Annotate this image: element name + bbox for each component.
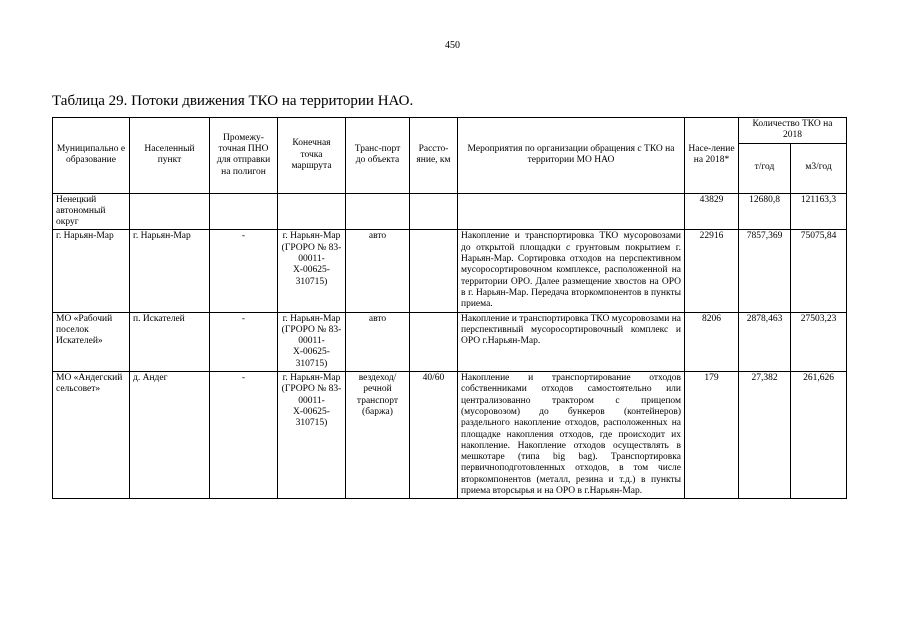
cell-tons-per-year: 7857,369 [739, 230, 791, 312]
header-m3-per-year: м3/год [791, 143, 847, 193]
header-population: Насе-ление на 2018* [685, 118, 739, 194]
cell-final-point: г. Нарьян-Мар (ГРОРО № 83-00011-Х-00625-310715) [278, 312, 346, 371]
cell-population: 22916 [685, 230, 739, 312]
cell-final-point [278, 193, 346, 230]
header-final-point: Конечная точка маршрута [278, 118, 346, 194]
cell-m3-per-year: 75075,84 [791, 230, 847, 312]
cell-tons-per-year: 2878,463 [739, 312, 791, 371]
cell-final-point: г. Нарьян-Мар (ГРОРО № 83-00011-Х-00625-310715) [278, 230, 346, 312]
cell-municipality: МО «Андегский сельсовет» [53, 372, 130, 499]
cell-intermediate-point [210, 193, 278, 230]
cell-settlement: г. Нарьян-Мар [130, 230, 210, 312]
cell-intermediate-point: - [210, 230, 278, 312]
cell-distance [410, 230, 458, 312]
cell-distance [410, 312, 458, 371]
header-municipality: Муниципально е образование [53, 118, 130, 194]
table-row-andeg [53, 372, 847, 499]
header-transport: Транс-порт до объекта [346, 118, 410, 194]
cell-intermediate-point: - [210, 312, 278, 371]
table-row-iskateley [53, 312, 847, 371]
cell-measures: Накопление и транспортирование отходов собственниками отходов самостоятельно или централизованно трактором с прицепом (мусоровозом) до бункеров (контейнеров) раздельного накопление отходов, расположенных на площадке накопления отходов, где происходит их накопление. Накопление отходов осуществлять в мешкотаре (типа big bag). Транспортировка первичноподготовленных отходов, в том числе вторкомпонентов (металл, резина и т.д.) в пункты приема вторсырья и на ОРО в г.Нарьян-Мар. [458, 372, 685, 499]
cell-transport [346, 193, 410, 230]
cell-settlement: д. Андег [130, 372, 210, 499]
cell-distance: 40/60 [410, 372, 458, 499]
cell-population: 179 [685, 372, 739, 499]
cell-settlement [130, 193, 210, 230]
cell-municipality: г. Нарьян-Мар [53, 230, 130, 312]
cell-m3-per-year: 121163,3 [791, 193, 847, 230]
cell-tons-per-year: 12680,8 [739, 193, 791, 230]
header-tons-per-year: т/год [739, 143, 791, 193]
cell-transport: вездеход/ речной транспорт (баржа) [346, 372, 410, 499]
cell-intermediate-point: - [210, 372, 278, 499]
cell-transport: авто [346, 312, 410, 371]
header-intermediate-point: Промежу-точная ПНО для отправки на полигон [210, 118, 278, 194]
cell-measures: Накопление и транспортировка ТКО мусоровозами до открытой площадки с грунтовым покрытием г. Нарьян-Мар. Сортировка отходов на перспективном мусоросортировочном комплексе, расположенной на территории ОРО. Далее размещение хвостов на ОРО в г. Нарьян-Мар. Передача вторкомпонентов в пункты приема. [458, 230, 685, 312]
cell-m3-per-year: 261,626 [791, 372, 847, 499]
cell-transport: авто [346, 230, 410, 312]
header-measures: Мероприятия по организации обращения с ТКО на территории МО НАО [458, 118, 685, 194]
cell-m3-per-year: 27503,23 [791, 312, 847, 371]
cell-settlement: п. Искателей [130, 312, 210, 371]
cell-municipality: Ненецкий автономный округ [53, 193, 130, 230]
tko-flows-table [52, 117, 847, 499]
cell-measures: Накопление и транспортировка ТКО мусоровозами на перспективный мусоросортировочный комплекс и ОРО г.Нарьян-Мар. [458, 312, 685, 371]
table-row-naryan-mar [53, 230, 847, 312]
cell-measures [458, 193, 685, 230]
table-row-nao [53, 193, 847, 230]
header-settlement: Населенный пункт [130, 118, 210, 194]
cell-municipality: МО «Рабочий поселок Искателей» [53, 312, 130, 371]
header-tko-amount: Количество ТКО на 2018 [739, 118, 847, 144]
header-distance: Рассто-яние, км [410, 118, 458, 194]
cell-distance [410, 193, 458, 230]
cell-population: 43829 [685, 193, 739, 230]
cell-population: 8206 [685, 312, 739, 371]
table-caption: Таблица 29. Потоки движения ТКО на территории НАО. [52, 93, 414, 109]
page-number: 450 [445, 40, 460, 51]
cell-final-point: г. Нарьян-Мар (ГРОРО № 83-00011-Х-00625-310715) [278, 372, 346, 499]
cell-tons-per-year: 27,382 [739, 372, 791, 499]
